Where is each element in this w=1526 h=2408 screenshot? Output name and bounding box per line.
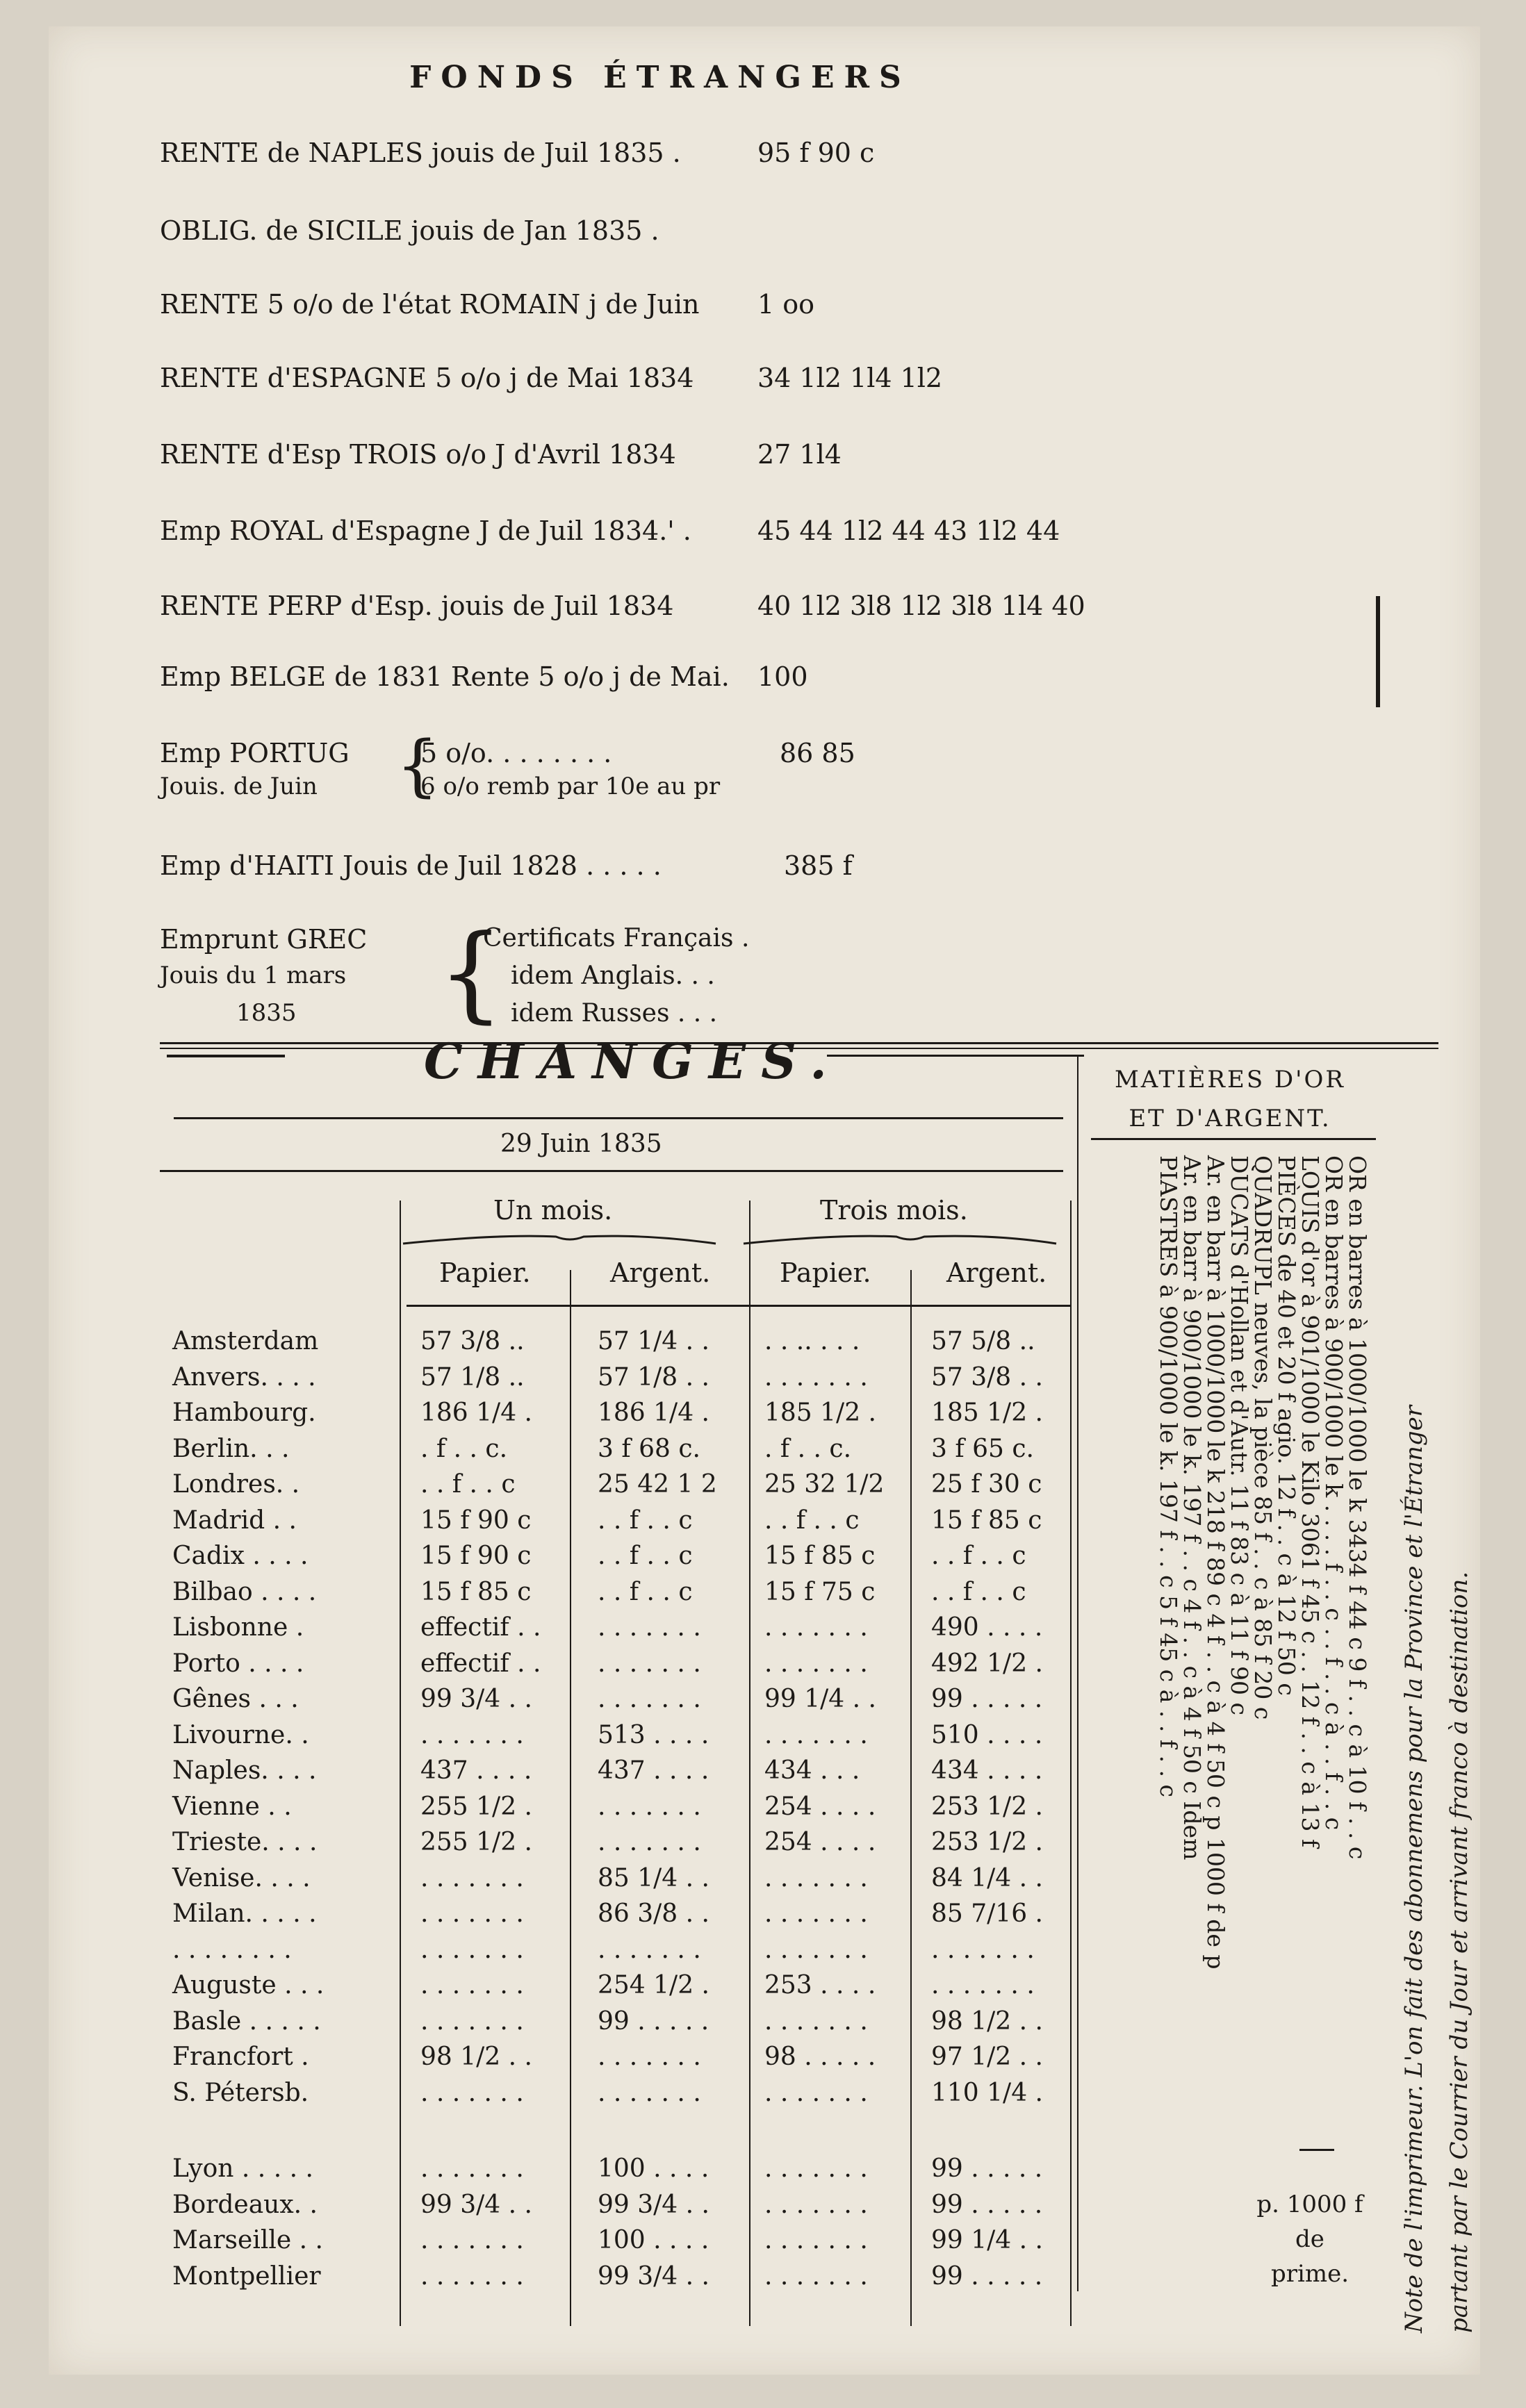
- rate-cell: 99 . . . . .: [931, 2261, 1043, 2291]
- fonds-label: RENTE d'ESPAGNE 5 o/o j de Mai 1834: [160, 363, 694, 393]
- fonds-label: RENTE PERP d'Esp. jouis de Juil 1834: [160, 591, 674, 621]
- matieres-line: Ar. en barr à 1000/1000 le k 218 f 89 c 4 f . . c à 4 f 50 c p 1000 f de p: [1202, 1155, 1229, 1970]
- matieres-title-rule: [1091, 1138, 1376, 1140]
- rate-cell: 99 3/4 . .: [420, 2190, 532, 2219]
- rate-cell: . . . . . . .: [420, 1971, 524, 1999]
- rate-cell: . . .. . . .: [764, 1327, 860, 1355]
- matieres-line: OR en barres à 900/1000 le k . . . . f . . c . . f . . c à . . f . . c: [1320, 1155, 1347, 1831]
- rate-cell: . . . . . . .: [931, 1971, 1035, 1999]
- rate-cell: 25 42 1 2: [598, 1470, 717, 1499]
- fonds-value: 40 1l2 3l8 1l2 3l8 1l4 40: [757, 591, 1085, 621]
- col-papier-1: Papier.: [439, 1257, 531, 1288]
- city-name: Trieste. . . .: [172, 1828, 318, 1856]
- prime-swash: [1299, 2149, 1334, 2151]
- rate-cell: 3 f 65 c.: [931, 1434, 1034, 1463]
- city-name: Livourne. .: [172, 1720, 309, 1749]
- rate-cell: 185 1/2 .: [931, 1399, 1043, 1427]
- prime-line-2: de: [1295, 2225, 1324, 2253]
- grec-option-1: Certificats Français .: [483, 924, 750, 953]
- rate-cell: . . . . . . .: [420, 2154, 524, 2183]
- city-name: Basle . . . . .: [172, 2006, 321, 2036]
- rate-cell: . . . . . . .: [764, 1720, 868, 1749]
- matieres-line: DUCATS d'Hollan et d'Autr. 11 f 83 c à 11 f 90 c: [1226, 1155, 1253, 1715]
- fonds-value: 1 oo: [757, 289, 815, 320]
- rate-cell: 99 . . . . .: [931, 2154, 1043, 2183]
- fonds-row: [49, 516, 1272, 550]
- fonds-value: 34 1l2 1l4 1l2: [757, 363, 943, 393]
- rate-cell: 57 1/4 . .: [598, 1327, 709, 1355]
- rate-cell: 100 . . . .: [598, 2154, 709, 2183]
- rate-cell: 99 1/4 . .: [931, 2226, 1043, 2254]
- rate-cell: 57 1/8 ..: [420, 1362, 525, 1392]
- changes-date: 29 Juin 1835: [500, 1130, 662, 1158]
- matieres-title: [1077, 1060, 1383, 1138]
- rate-cell: 185 1/2 .: [764, 1399, 876, 1427]
- rate-cell: 99 3/4 . .: [420, 1685, 532, 1713]
- portug-option-1: 5 o/o. . . . . . . .: [420, 738, 612, 768]
- rate-cell: 15 f 85 c: [420, 1577, 532, 1606]
- rate-cell: . . . . . . .: [598, 1613, 701, 1642]
- group-trois-mois: Trois mois.: [820, 1195, 968, 1226]
- group-un-mois: Un mois.: [493, 1195, 613, 1226]
- rate-cell: 99 3/4 . .: [598, 2190, 709, 2219]
- rate-cell: 99 . . . . .: [931, 2190, 1043, 2219]
- city-name: Hambourg.: [172, 1399, 316, 1427]
- rate-cell: 510 . . . .: [931, 1720, 1043, 1749]
- portug-brace: {: [396, 727, 439, 805]
- rate-cell: . . . . . . .: [598, 1935, 701, 1964]
- city-name: . . . . . . . .: [172, 1935, 292, 1964]
- rate-cell: . . f . . c: [598, 1542, 693, 1570]
- city-name: Bordeaux. .: [172, 2190, 318, 2219]
- fonds-label: Emp ROYAL d'Espagne J de Juil 1834.' .: [160, 516, 691, 546]
- col-papier-2: Papier.: [780, 1257, 871, 1288]
- matieres-left-rule: [1077, 1055, 1078, 2291]
- rate-cell: . . . . . . .: [764, 2006, 868, 2036]
- city-name: S. Pétersb.: [172, 2078, 309, 2107]
- rate-cell: effectif . .: [420, 1649, 541, 1678]
- rate-cell: 253 . . . .: [764, 1971, 876, 1999]
- rate-cell: 15 f 90 c: [420, 1506, 532, 1535]
- rate-cell: 437 . . . .: [420, 1756, 532, 1785]
- grec-year: 1835: [236, 999, 297, 1027]
- rate-cell: . . . . . . .: [764, 2190, 868, 2219]
- rate-cell: 57 3/8 . .: [931, 1362, 1043, 1392]
- fonds-row: [49, 138, 1272, 172]
- rate-cell: . . . . . . .: [420, 1720, 524, 1749]
- rate-cell: . . . . . . .: [420, 2226, 524, 2254]
- fonds-label: RENTE de NAPLES jouis de Juil 1835 .: [160, 138, 681, 168]
- rate-cell: . . . . . . .: [598, 2078, 701, 2107]
- rate-cell: . . . . . . .: [420, 1899, 524, 1928]
- matieres-line: QUADRUPL neuves, la pièce 85 f . . c à 85 f 20 c: [1249, 1155, 1277, 1720]
- fonds-row: [49, 439, 1272, 474]
- rate-cell: . . . . . . .: [764, 2078, 868, 2107]
- rate-cell: 492 1/2 .: [931, 1649, 1043, 1678]
- rate-cell: 253 1/2 .: [931, 1792, 1043, 1821]
- fonds-row: [49, 215, 1272, 250]
- col-rule: [749, 1201, 750, 2326]
- rate-cell: 85 1/4 . .: [598, 1863, 709, 1892]
- city-name: Auguste . . .: [172, 1971, 325, 1999]
- rate-cell: 98 1/2 . .: [420, 2043, 532, 2071]
- grec-option-3: idem Russes . . .: [511, 999, 718, 1028]
- rate-cell: . . . . . . .: [764, 1649, 868, 1678]
- city-name: Berlin. . .: [172, 1434, 290, 1463]
- fonds-value: 100: [757, 661, 808, 692]
- col-rule: [910, 1270, 912, 2326]
- rate-cell: 254 1/2 .: [598, 1971, 709, 1999]
- portug-label: Emp PORTUG: [160, 738, 350, 768]
- rate-cell: . . . . . . .: [598, 2043, 701, 2071]
- rate-cell: 110 1/4 .: [931, 2078, 1043, 2107]
- rate-cell: 15 f 85 c: [764, 1542, 876, 1570]
- rate-cell: . . f . . c: [420, 1470, 516, 1499]
- rate-cell: 434 . . . .: [931, 1756, 1043, 1785]
- rate-cell: . . . . . . .: [764, 1613, 868, 1642]
- rate-cell: 513 . . . .: [598, 1720, 709, 1749]
- rate-cell: 434 . . .: [764, 1756, 860, 1785]
- rate-cell: . . . . . . .: [764, 2261, 868, 2291]
- city-name: Anvers. . . .: [172, 1362, 316, 1392]
- rate-cell: 99 1/4 . .: [764, 1685, 876, 1713]
- grec-brace: {: [438, 913, 504, 1034]
- rate-cell: 85 7/16 .: [931, 1899, 1043, 1928]
- group-swash: [396, 1228, 1063, 1249]
- rate-cell: . . f . . c: [598, 1577, 693, 1606]
- fonds-label: OBLIG. de SICILE jouis de Jan 1835 .: [160, 215, 659, 246]
- rate-cell: 99 3/4 . .: [598, 2261, 709, 2291]
- city-name: Vienne . .: [172, 1792, 292, 1821]
- rate-cell: . . . . . . .: [931, 1935, 1035, 1964]
- rate-cell: . . . . . . .: [420, 1935, 524, 1964]
- matieres-line: PIASTRES à 900/1000 le k. 197 f . . c 5 f 45 c à . . f . . c: [1155, 1155, 1182, 1798]
- rate-cell: 15 f 85 c: [931, 1506, 1042, 1535]
- fonds-value: 95 f 90 c: [757, 138, 875, 168]
- rate-cell: 99 . . . . .: [931, 1685, 1043, 1713]
- city-name: Montpellier: [172, 2261, 321, 2291]
- rate-cell: . . . . . . .: [764, 1863, 868, 1892]
- rate-cell: 57 1/8 . .: [598, 1362, 709, 1392]
- side-note-2: partant par le Courrier du Jour et arrivant franco à destination.: [1445, 1571, 1473, 2333]
- city-name: Venise. . . .: [172, 1863, 311, 1892]
- fonds-title: FONDS ÉTRANGERS: [409, 60, 911, 95]
- rate-cell: 3 f 68 c.: [598, 1434, 700, 1463]
- col-rule: [1070, 1201, 1072, 2326]
- rate-cell: 15 f 75 c: [764, 1577, 876, 1606]
- fonds-label: RENTE d'Esp TROIS o/o J d'Avril 1834: [160, 439, 676, 470]
- rate-cell: . . f . . c: [931, 1577, 1026, 1606]
- grec-jouis: Jouis du 1 mars: [160, 962, 347, 989]
- rate-cell: . . . . . . .: [598, 1828, 701, 1856]
- city-name: Madrid . .: [172, 1506, 297, 1535]
- prime-note: [1244, 2187, 1376, 2291]
- matieres-line: OR en barres à 1000/1000 le k 3434 f 44 c 9 f . . c à 10 f . . c: [1344, 1155, 1371, 1860]
- rate-cell: . f . . c.: [764, 1434, 852, 1463]
- city-name: Francfort .: [172, 2043, 309, 2071]
- rate-cell: 84 1/4 . .: [931, 1863, 1043, 1892]
- rate-cell: . . . . . . .: [764, 1362, 868, 1392]
- matieres-title-line-1: MATIÈRES D'OR: [1114, 1066, 1346, 1094]
- rate-cell: . . . . . . .: [420, 2006, 524, 2036]
- haiti-label: Emp d'HAITI Jouis de Juil 1828 . . . . .: [160, 850, 662, 881]
- fonds-row: [49, 363, 1272, 397]
- ornament-right: [827, 1055, 1084, 1057]
- matieres-line: PIÈCES de 40 et 20 f agio. 12 f . . c à 12 f 50 c: [1273, 1155, 1300, 1696]
- date-rule: [160, 1170, 1063, 1172]
- header-rule: [407, 1305, 1070, 1307]
- rate-cell: 253 1/2 .: [931, 1828, 1043, 1856]
- rate-cell: . . . . . . .: [420, 2078, 524, 2107]
- grec-option-2: idem Anglais. . .: [511, 962, 715, 990]
- haiti-value: 385 f: [784, 850, 853, 881]
- rate-cell: 25 f 30 c: [931, 1470, 1042, 1499]
- city-name: Porto . . . .: [172, 1649, 304, 1678]
- rate-cell: . . . . . . .: [598, 1649, 701, 1678]
- fonds-row: [49, 289, 1272, 324]
- rate-cell: . . . . . . .: [598, 1792, 701, 1821]
- col-argent-1: Argent.: [610, 1257, 711, 1288]
- rate-cell: . . . . . . .: [764, 1899, 868, 1928]
- rate-cell: 254 . . . .: [764, 1828, 876, 1856]
- rate-cell: 98 1/2 . .: [931, 2006, 1043, 2036]
- rate-cell: 255 1/2 .: [420, 1792, 532, 1821]
- matieres-title-line-2: ET D'ARGENT.: [1129, 1105, 1331, 1132]
- ornament-left: [167, 1055, 285, 1057]
- matieres-line: LOUIS d'or à 901/1000 le Kilo 3061 f 45 c . . 12 f . . c à 13 f: [1297, 1155, 1324, 1848]
- fonds-label: RENTE 5 o/o de l'état ROMAIN j de Juin: [160, 289, 700, 320]
- col-rule: [400, 1201, 401, 2326]
- col-argent-2: Argent.: [946, 1257, 1047, 1288]
- prime-line-3: prime.: [1270, 2260, 1349, 2288]
- rate-cell: 490 . . . .: [931, 1613, 1043, 1642]
- rate-cell: . . . . . . .: [764, 2154, 868, 2183]
- newspaper-page: [49, 26, 1480, 2375]
- rate-cell: . . . . . . .: [598, 1685, 701, 1713]
- fonds-value: 45 44 1l2 44 43 1l2 44: [757, 516, 1060, 546]
- fonds-row: [49, 591, 1272, 625]
- rate-cell: 57 3/8 ..: [420, 1327, 525, 1355]
- city-name: Bilbao . . . .: [172, 1577, 317, 1606]
- rate-cell: 97 1/2 . .: [931, 2043, 1043, 2071]
- col-rule: [570, 1270, 571, 2326]
- city-name: Milan. . . . .: [172, 1899, 317, 1928]
- rate-cell: . . f . . c: [764, 1506, 860, 1535]
- rate-cell: 98 . . . . .: [764, 2043, 876, 2071]
- rate-cell: . . . . . . .: [420, 2261, 524, 2291]
- rate-cell: 86 3/8 . .: [598, 1899, 709, 1928]
- portug-jouis: Jouis. de Juin: [160, 773, 318, 800]
- rate-cell: 254 . . . .: [764, 1792, 876, 1821]
- city-name: Gênes . . .: [172, 1685, 299, 1713]
- side-note-1: Note de l'imprimeur. L'on fait des abonnemens pour la Province et l'Étranger: [1400, 1405, 1428, 2333]
- rate-cell: . . . . . . .: [764, 1935, 868, 1964]
- city-name: Marseille . .: [172, 2226, 323, 2254]
- rate-cell: effectif . .: [420, 1613, 541, 1642]
- rate-cell: 25 32 1/2: [764, 1470, 885, 1499]
- city-name: Londres. .: [172, 1470, 300, 1499]
- rate-cell: . . f . . c: [598, 1506, 693, 1535]
- rate-cell: 437 . . . .: [598, 1756, 709, 1785]
- prime-line-1: p. 1000 f: [1256, 2191, 1363, 2218]
- matieres-line: Ar. en barr à 900/1000 le k. 197 f . . c 4 f . . c à 4 f 50 c Idem: [1179, 1155, 1206, 1861]
- portug-option-2: 6 o/o remb par 10e au pr: [420, 773, 721, 800]
- city-name: Lyon . . . . .: [172, 2154, 313, 2183]
- city-name: Amsterdam: [172, 1327, 319, 1355]
- fonds-label: Emp BELGE de 1831 Rente 5 o/o j de Mai.: [160, 661, 730, 692]
- fonds-value: 27 1l4: [757, 439, 842, 470]
- rate-cell: 57 5/8 ..: [931, 1327, 1035, 1355]
- city-name: Lisbonne .: [172, 1613, 304, 1642]
- city-name: Cadix . . . .: [172, 1542, 309, 1570]
- page-right-rule: [1376, 596, 1380, 707]
- portug-value: 86 85: [780, 738, 855, 768]
- grec-label: Emprunt GREC: [160, 924, 368, 955]
- city-name: Naples. . . .: [172, 1756, 317, 1785]
- rate-cell: 186 1/4 .: [420, 1399, 532, 1427]
- changes-title: CHANGES.: [424, 1032, 842, 1090]
- rate-cell: . . . . . . .: [764, 2226, 868, 2254]
- rate-cell: 99 . . . . .: [598, 2006, 709, 2036]
- rate-cell: 186 1/4 .: [598, 1399, 709, 1427]
- rate-cell: . f . . c.: [420, 1434, 508, 1463]
- rate-cell: . . f . . c: [931, 1542, 1026, 1570]
- rate-cell: 15 f 90 c: [420, 1542, 532, 1570]
- rate-cell: 100 . . . .: [598, 2226, 709, 2254]
- fonds-row: [49, 661, 1272, 696]
- title-rule: [174, 1117, 1063, 1119]
- rate-cell: . . . . . . .: [420, 1863, 524, 1892]
- rate-cell: 255 1/2 .: [420, 1828, 532, 1856]
